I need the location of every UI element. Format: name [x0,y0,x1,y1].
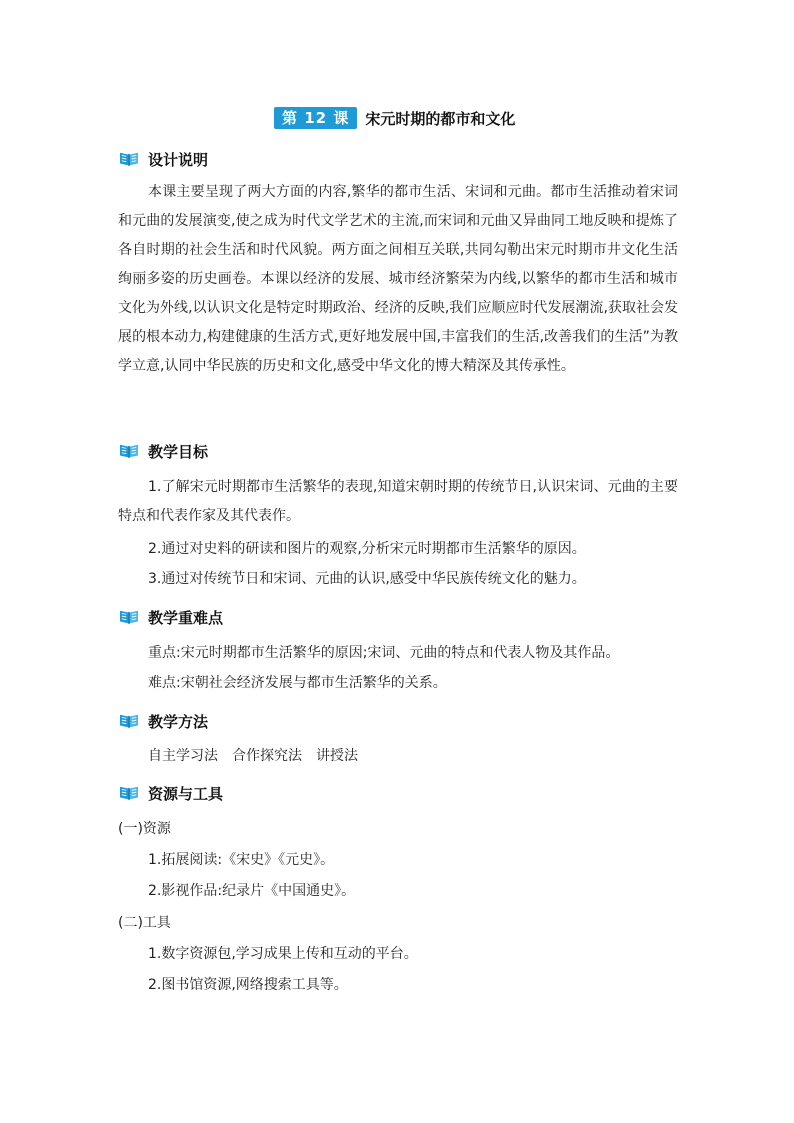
goal-item-3: 3.通过对传统节日和宋词、元曲的认识,感受中华民族传统文化的魅力。 [148,571,586,587]
section-header-goals [118,440,208,462]
section-title: 设计说明 [148,150,209,169]
goal-item-2: 2.通过对史料的研读和图片的观察,分析宋元时期都市生活繁华的原因。 [148,541,586,557]
resource-item-1: 1.拓展阅读:《宋史》《元史》。 [148,852,335,868]
tools-subheading: (二)工具 [118,915,171,931]
book-icon [118,442,140,460]
section-title: 资源与工具 [148,784,224,803]
methods-text: 自主学习法 合作探究法 讲授法 [148,748,358,764]
section-title: 教学重难点 [148,608,224,627]
section-title: 教学目标 [148,442,209,461]
lesson-name: 宋元时期的都市和文化 [365,109,516,128]
book-icon [118,150,140,168]
book-icon [118,608,140,626]
design-description-paragraph: 本课主要呈现了两大方面的内容,繁华的都市生活、宋词和元曲。都市生活推动着宋词和元曲的发展演变,使之成为时代文学艺术的主流,而宋词和元曲又异曲同工地反映和提炼了各自时期的社会生活和时代风貌。两方面之间相互关联,共同勾勒出宋元时期市井文化生活绚丽多姿的历史画卷。本课以经济的发展、城市经济繁荣为内线,以繁华的都市生活和城市文化为外线,以认识文化是特定时期政治、经济的反映,我们应顺应时代发展潮流,获取社会发展的根本动力,构建健康的生活方式,更好地发展中国,丰富我们的生活,改善我们的生活”为教学立意,认同中华民族的历史和文化,感受中华文化的博大精深及其传承性。 [118,184,678,374]
tool-item-2: 2.图书馆资源,网络搜索工具等。 [148,977,348,993]
document-page [118,0,678,1123]
section-title: 教学方法 [148,712,209,731]
tool-item-1: 1.数字资源包,学习成果上传和互动的平台。 [148,946,418,962]
book-icon [118,784,140,802]
resource-item-2: 2.影视作品:纪录片《中国通史》。 [148,883,356,899]
resources-subheading: (一)资源 [118,821,171,837]
difficult-point-text: 难点:宋朝社会经济发展与都市生活繁华的关系。 [148,675,447,691]
book-icon [118,712,140,730]
section-header-keypoints [118,606,223,628]
section-header-resources [118,782,223,804]
lesson-title [274,106,515,130]
goal-item-1: 1.了解宋元时期都市生活繁华的表现,知道宋朝时期的传统节日,认识宋词、元曲的主要特点和代表作家及其代表作。 [118,479,678,524]
key-point-text: 重点:宋元时期都市生活繁华的原因;宋词、元曲的特点和代表人物及其作品。 [148,645,620,661]
section-header-methods [118,710,208,732]
lesson-number-badge: 第 12 课 [274,107,357,129]
section-header-design [118,148,208,170]
